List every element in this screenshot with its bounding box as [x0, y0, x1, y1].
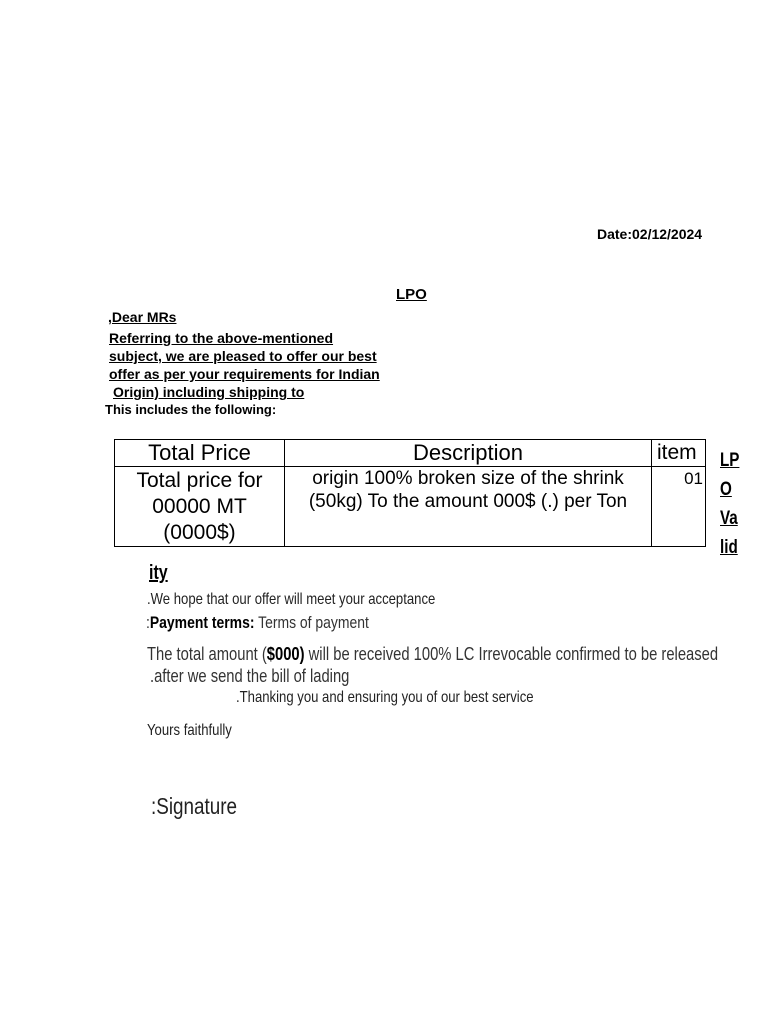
intro-line: offer as per your requirements for Indian: [109, 366, 380, 382]
total-price-cell: [115, 467, 285, 547]
intro-line: Referring to the above-mentioned: [109, 330, 334, 346]
header-description: Description: [285, 440, 652, 467]
includes-text: This includes the following:: [105, 402, 277, 417]
validity-fragment: O: [720, 479, 732, 500]
signature-label: :Signature: [151, 793, 237, 819]
total-price-line: 00000 MT: [152, 495, 247, 518]
header-item: item: [652, 440, 706, 467]
amount-line-2: .after we send the bill of lading: [150, 666, 350, 686]
validity-label-tail: ity: [149, 562, 168, 584]
total-price-line: Total price for: [136, 469, 263, 492]
greeting: ,Dear MRs: [108, 309, 177, 325]
amount-suffix: will be received 100% LC Irrevocable confirmed to be released: [304, 644, 719, 664]
description-line: origin 100% broken size of the shrink: [312, 468, 624, 489]
item-cell: 01: [652, 467, 706, 547]
amount-prefix: The total amount (: [147, 644, 267, 664]
intro-line: subject, we are pleased to offer our best: [109, 348, 377, 364]
intro-line: Origin) including shipping to: [113, 384, 305, 400]
payment-terms-value: Terms of payment: [254, 613, 369, 632]
offer-table: [114, 439, 706, 547]
validity-fragment: LP: [720, 450, 740, 471]
document-title: LPO: [396, 286, 427, 303]
amount-line: [147, 644, 718, 665]
payment-terms-label: Payment terms:: [149, 613, 255, 632]
payment-prefix: :: [146, 613, 150, 632]
table-row: [115, 467, 706, 547]
date-text: Date:02/12/2024: [597, 226, 703, 242]
description-line: (50kg) To the amount 000$ (.) per Ton: [308, 491, 628, 512]
acceptance-text: .We hope that our offer will meet your acceptance: [147, 591, 436, 608]
amount-value: $000): [266, 644, 305, 664]
payment-terms: [146, 613, 369, 633]
header-total-price: Total Price: [115, 440, 285, 467]
validity-label: [720, 446, 739, 562]
thanks-text: .Thanking you and ensuring you of our best service: [236, 689, 534, 706]
description-cell: [285, 467, 652, 547]
closing-text: Yours faithfully: [147, 722, 232, 739]
total-price-line: (0000$): [163, 521, 236, 544]
table-header-row: [115, 440, 706, 467]
validity-fragment: lid: [720, 537, 738, 558]
validity-fragment: Va: [720, 508, 738, 529]
